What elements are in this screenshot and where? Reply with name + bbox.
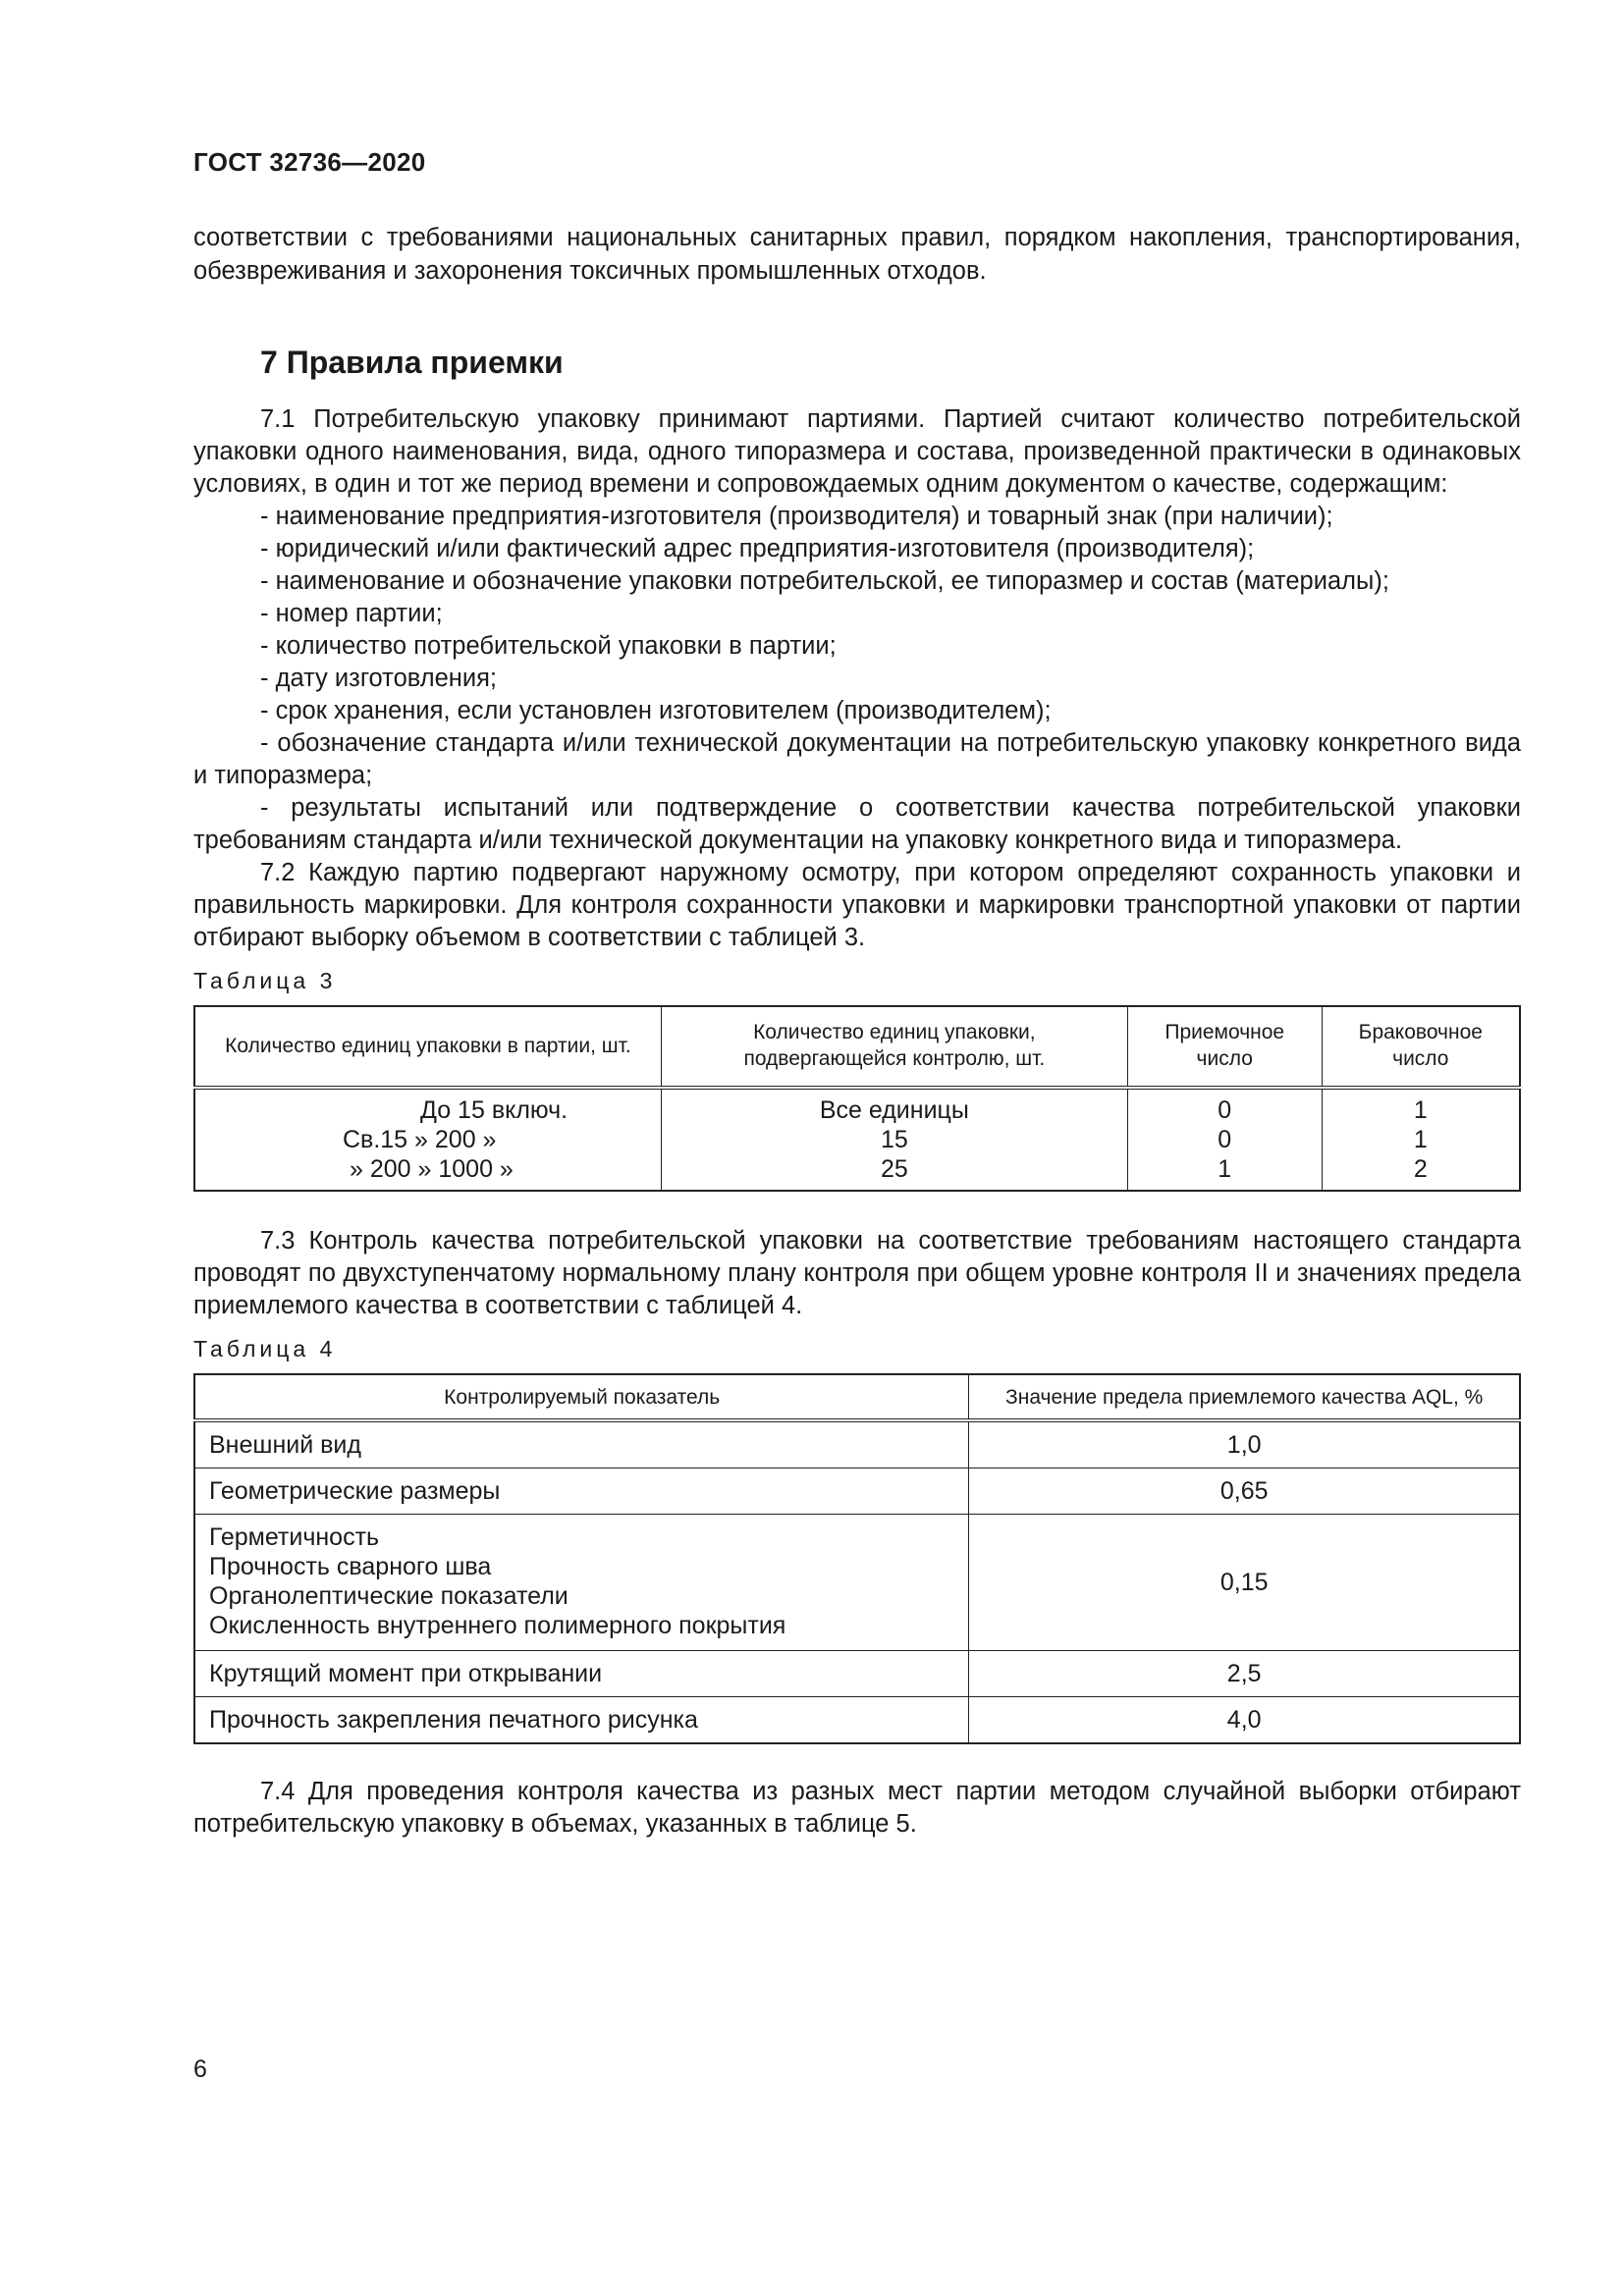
indicator-cell: Прочность закрепления печатного рисунка <box>194 1697 969 1744</box>
list-item: - обозначение стандарта и/или технической документации на потребительскую упаковку конкретного вида и типоразмера; <box>193 729 1521 789</box>
table-header-row <box>194 1374 1520 1420</box>
table-row <box>194 1651 1520 1697</box>
indicator-cell <box>194 1515 969 1651</box>
table-row <box>194 1468 1520 1515</box>
list-item: - наименование и обозначение упаковки потребительской, ее типоразмер и состав (материалы); <box>260 567 1389 595</box>
table-cell: 1 <box>1322 1088 1520 1125</box>
list-item: - номер партии; <box>260 600 443 627</box>
table-cell: Св.15 » 200 » <box>194 1125 661 1154</box>
table-cell: 1 <box>1127 1154 1322 1191</box>
paragraph-7-3: 7.3 Контроль качества потребительской упаковки на соответствие требованиям настоящего стандарта проводят по двухступенчатому нормальному плану контроля при общем уровне контроля II и значениях предела приемлемого качества в соответствии с таблицей 4. <box>193 1227 1521 1319</box>
table-row <box>194 1420 1520 1468</box>
table-header-row <box>194 1006 1520 1088</box>
indicator-line: Органолептические показатели <box>209 1582 568 1610</box>
table-row <box>194 1154 1520 1191</box>
column-header: Значение предела приемлемого качества AQL, % <box>969 1374 1520 1420</box>
indicator-line: Герметичность <box>209 1523 380 1551</box>
table-cell: Все единицы <box>661 1088 1127 1125</box>
document-code-header: ГОСТ 32736—2020 <box>193 147 426 177</box>
aql-value-cell: 2,5 <box>969 1651 1520 1697</box>
indicator-line: Окисленность внутреннего полимерного покрытия <box>209 1612 786 1639</box>
paragraph-7-1: 7.1 Потребительскую упаковку принимают партиями. Партией считают количество потребительской упаковки одного наименования, вида, одного типоразмера и состава, произведенной практически в одинаковых условиях, в один и тот же период времени и сопровождаемых одним документом о качестве, содержащим: <box>193 405 1521 498</box>
aql-value-cell: 1,0 <box>969 1420 1520 1468</box>
paragraph-7-2: 7.2 Каждую партию подвергают наружному осмотру, при котором определяют сохранность упаковки и правильность маркировки. Для контроля сохранности упаковки и маркировки транспортной упаковки от партии отбирают выборку объемом в соответствии с таблицей 3. <box>193 859 1521 951</box>
table-row <box>194 1125 1520 1154</box>
aql-value-cell: 4,0 <box>969 1697 1520 1744</box>
aql-value-cell: 0,15 <box>969 1515 1520 1651</box>
list-item: - наименование предприятия-изготовителя (производителя) и товарный знак (при наличии); <box>260 503 1333 530</box>
list-item: - юридический и/или фактический адрес предприятия-изготовителя (производителя); <box>260 535 1255 562</box>
column-header: Приемочное число <box>1127 1006 1322 1088</box>
indicator-line: Прочность сварного шва <box>209 1553 492 1580</box>
table-row <box>194 1697 1520 1744</box>
intro-paragraph: соответствии с требованиями национальных санитарных правил, порядком накопления, транспортирования, обезвреживания и захоронения токсичных промышленных отходов. <box>193 224 1521 285</box>
table-cell: 1 <box>1322 1125 1520 1154</box>
table-row <box>194 1088 1520 1125</box>
table-3-caption: Таблица 3 <box>193 968 337 993</box>
list-item: - количество потребительской упаковки в партии; <box>260 632 837 660</box>
table-cell: До 15 включ. <box>194 1088 661 1125</box>
column-header: Контролируемый показатель <box>194 1374 969 1420</box>
list-item: - дату изготовления; <box>260 665 497 692</box>
table-cell: 2 <box>1322 1154 1520 1191</box>
indicator-cell: Внешний вид <box>194 1420 969 1468</box>
list-item: - результаты испытаний или подтверждение о соответствии качества потребительской упаковки требованиям стандарта и/или технической документации на упаковку конкретного вида и типоразмера. <box>193 794 1521 854</box>
table-4 <box>193 1373 1521 1744</box>
table-cell: » 200 » 1000 » <box>194 1154 661 1191</box>
table-cell: 0 <box>1127 1125 1322 1154</box>
aql-value-cell: 0,65 <box>969 1468 1520 1515</box>
list-item: - срок хранения, если установлен изготовителем (производителем); <box>260 697 1052 724</box>
table-cell: 15 <box>661 1125 1127 1154</box>
table-3 <box>193 1005 1521 1192</box>
table-cell: 0 <box>1127 1088 1322 1125</box>
table-cell: 25 <box>661 1154 1127 1191</box>
column-header: Количество единиц упаковки в партии, шт. <box>194 1006 661 1088</box>
table-row <box>194 1515 1520 1651</box>
indicator-cell: Геометрические размеры <box>194 1468 969 1515</box>
indicator-cell: Крутящий момент при открывании <box>194 1651 969 1697</box>
table-4-caption: Таблица 4 <box>193 1336 337 1362</box>
column-header: Браковочное число <box>1322 1006 1520 1088</box>
document-requirements-list <box>193 501 1521 857</box>
paragraph-7-4: 7.4 Для проведения контроля качества из разных мест партии методом случайной выборки отбирают потребительскую упаковку в объемах, указанных в таблице 5. <box>193 1778 1521 1838</box>
column-header: Количество единиц упаковки, подвергающейся контролю, шт. <box>661 1006 1127 1088</box>
page-number: 6 <box>193 2056 207 2083</box>
page-content <box>193 221 1521 1841</box>
section-title: 7 Правила приемки <box>260 345 564 380</box>
